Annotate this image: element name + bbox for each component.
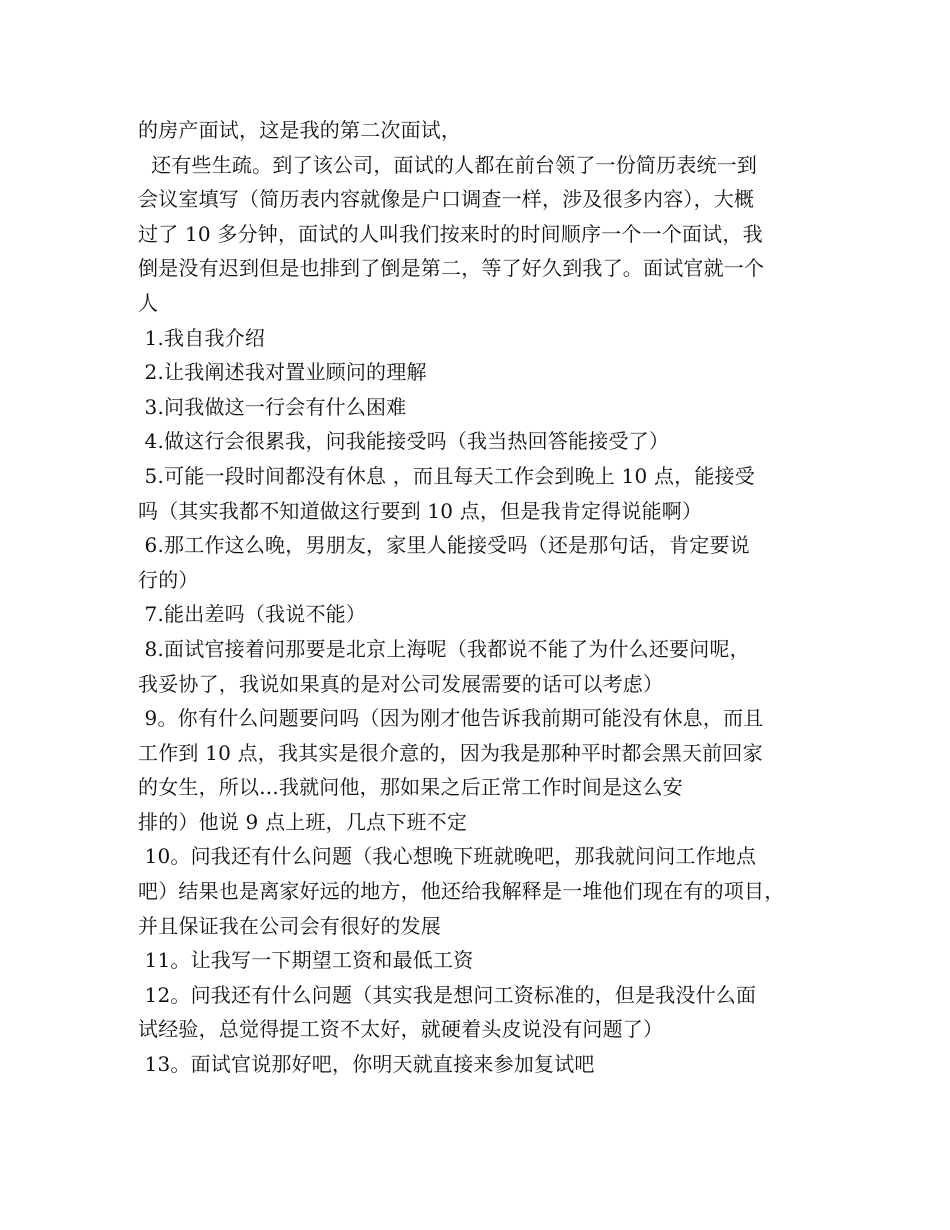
list-item: 9。你有什么问题要问吗（因为刚才他告诉我前期可能没有休息，而且: [138, 706, 764, 731]
list-item: 4.做这行会很累我，问我能接受吗（我当热回答能接受了）: [138, 429, 670, 454]
list-item: 3.问我做这一行会有什么困难: [138, 394, 407, 419]
text-line: 行的）: [138, 567, 199, 592]
text-line: 还有些生疏。到了该公司，面试的人都在前台领了一份简历表统一到: [138, 152, 758, 177]
list-item: 11。让我写一下期望工资和最低工资: [138, 948, 474, 973]
text-line: 的女生，所以...我就问他，那如果之后正常工作时间是这么安: [138, 775, 683, 800]
list-item: 13。面试官说那好吧，你明天就直接来参加复试吧: [138, 1052, 595, 1077]
text-line: 倒是没有迟到但是也排到了倒是第二，等了好久到我了。面试官就一个: [138, 256, 765, 281]
text-line: 过了 10 多分钟，面试的人叫我们按来时的时间顺序一个一个面试，我: [138, 221, 763, 246]
text-line: 排的）他说 9 点上班，几点下班不定: [138, 809, 468, 834]
text-line: 人: [138, 290, 159, 315]
text-line: 并且保证我在公司会有很好的发展: [138, 913, 441, 938]
text-line: 的房产面试，这是我的第二次面试，: [138, 118, 462, 142]
list-item: 7.能出差吗（我说不能）: [138, 602, 367, 627]
text-line: 吧）结果也是离家好远的地方，他还给我解释是一堆他们现在有的项目，: [138, 879, 785, 904]
text-line: 吗（其实我都不知道做这行要到 10 点，但是我肯定得说能啊）: [138, 498, 703, 523]
list-item: 1.我自我介绍: [138, 325, 266, 350]
text-line: 会议室填写（简历表内容就像是户口调查一样，涉及很多内容），大概: [138, 187, 755, 212]
list-item: 2.让我阐述我对置业顾问的理解: [138, 360, 427, 385]
text-line: 工作到 10 点，我其实是很介意的，因为我是那种平时都会黑天前回家: [138, 740, 763, 765]
text-line: 我妥协了，我说如果真的是对公司发展需要的话可以考虑）: [138, 671, 664, 696]
list-item: 10。问我还有什么问题（我心想晚下班就晚吧，那我就问问工作地点: [138, 844, 757, 869]
document-body: [138, 113, 838, 1082]
text-line: 试经验，总觉得提工资不太好，就硬着头皮说没有问题了）: [138, 1017, 664, 1042]
list-item: 8.面试官接着问那要是北京上海呢（我都说不能了为什么还要问呢，: [138, 636, 750, 661]
list-item: 12。问我还有什么问题（其实我是想问工资标准的，但是我没什么面: [138, 982, 757, 1007]
list-item: 5.可能一段时间都没有休息 ，而且每天工作会到晚上 10 点，能接受: [138, 463, 755, 488]
list-item: 6.那工作这么晚，男朋友，家里人能接受吗（还是那句话，肯定要说: [138, 533, 750, 558]
